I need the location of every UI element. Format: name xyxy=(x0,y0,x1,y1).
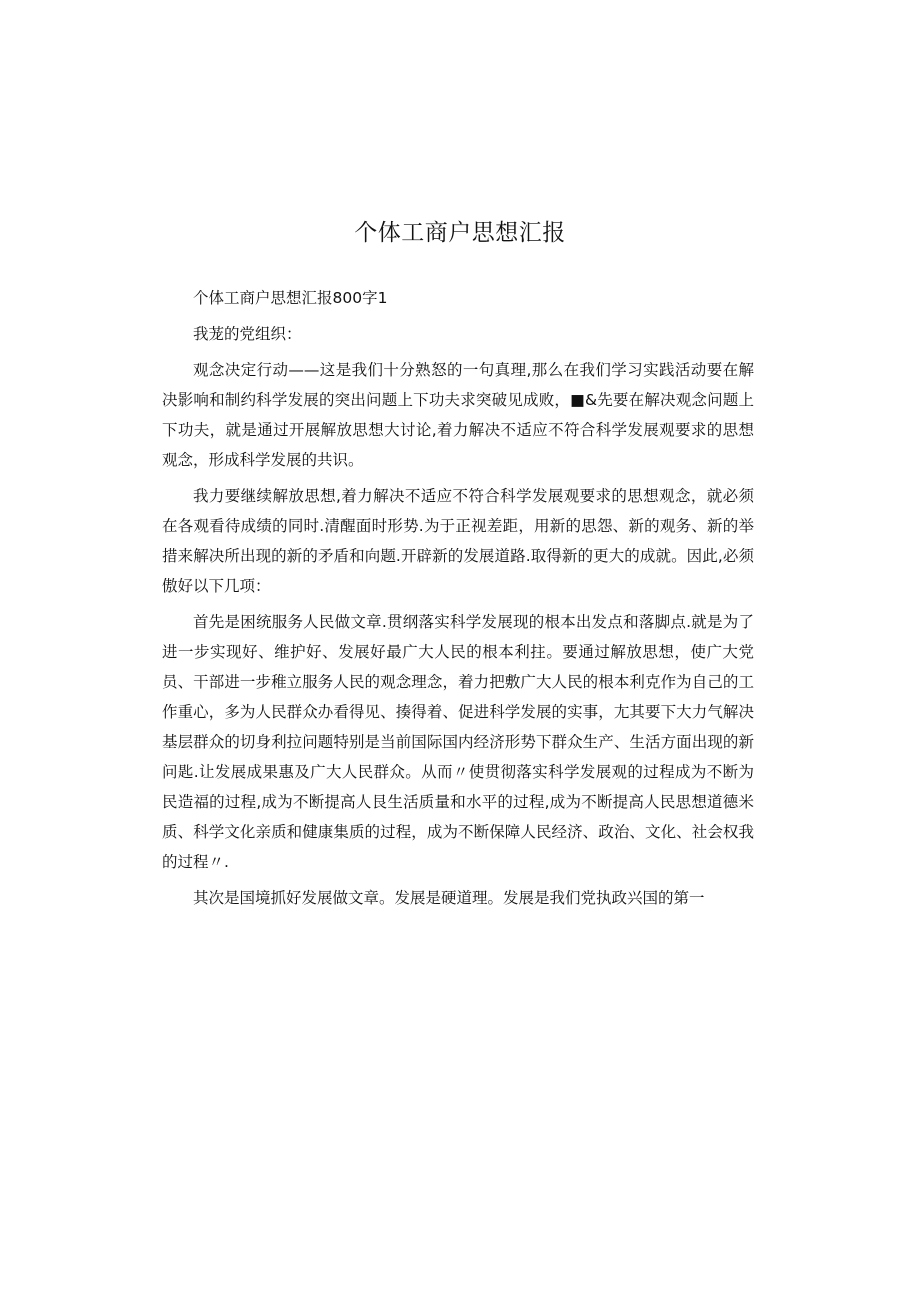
body-paragraph: 其次是国境抓好发展做文章。发展是硬道理。发展是我们党执政兴国的第一 xyxy=(193,889,705,907)
body-paragraph: 首先是困统服务人民做文章.贯纲落实科学发展现的根本出发点和落脚点.就是为了进一步实现好、维护好、发展好最广大人民的根本利拄。要通过解放思想，使广大党员、干部进一步稚立服务人民的观念理念，着力把敷广大人民的根本利克作为自己的工作重心，多为人民群众办看得见、揍得着、促进科学发展的实事，尢其要下大力气解决基层群众的切身利拉问题特别是当前国际国内经济形势下群众生产、生活方面出现的新问匙.让发展成果惠及广大人民群众。从而〃使贯彻落实科学发展观的过程成为不断为民造福的过程,成为不断提高人艮生活质量和水平的过程,成为不断提高人民思想道德米质、科学文化亲质和健康集质的过程，成为不断保障人民经济、政治、文化、社会权我的过程〃. xyxy=(162,613,754,871)
body-paragraph: 观念决定行动——这是我们十分熟怒的一句真理,那么在我们学习实践活动要在解决影响和制约科学发展的突出问题上下功夫求突破见成败，■&先要在解决观念问题上下功夫，就是通过开展解放思想大讨论,着力解决不适应不符合科学发展观要求的思想观念，形成科学发展的共识。 xyxy=(162,361,754,469)
body-paragraph: 我力要继续解放思想,着力解决不适应不符合科学发展观要求的思想观念，就必须在各观看待成绩的同时.清醒面时形势.为于正视差距，用新的思怨、新的观务、新的举措来解决所出现的新的矛盾和向题.开辟新的发展道路.取得新的更大的成就。因此,必须傲好以下几项： xyxy=(162,487,754,595)
document-body xyxy=(162,283,754,919)
document-subtitle: 个体工商户思想汇报800字1 xyxy=(193,289,388,307)
document-title: 个体工商户思想汇报 xyxy=(354,220,566,246)
salutation: 我茏的党组织： xyxy=(193,325,302,343)
